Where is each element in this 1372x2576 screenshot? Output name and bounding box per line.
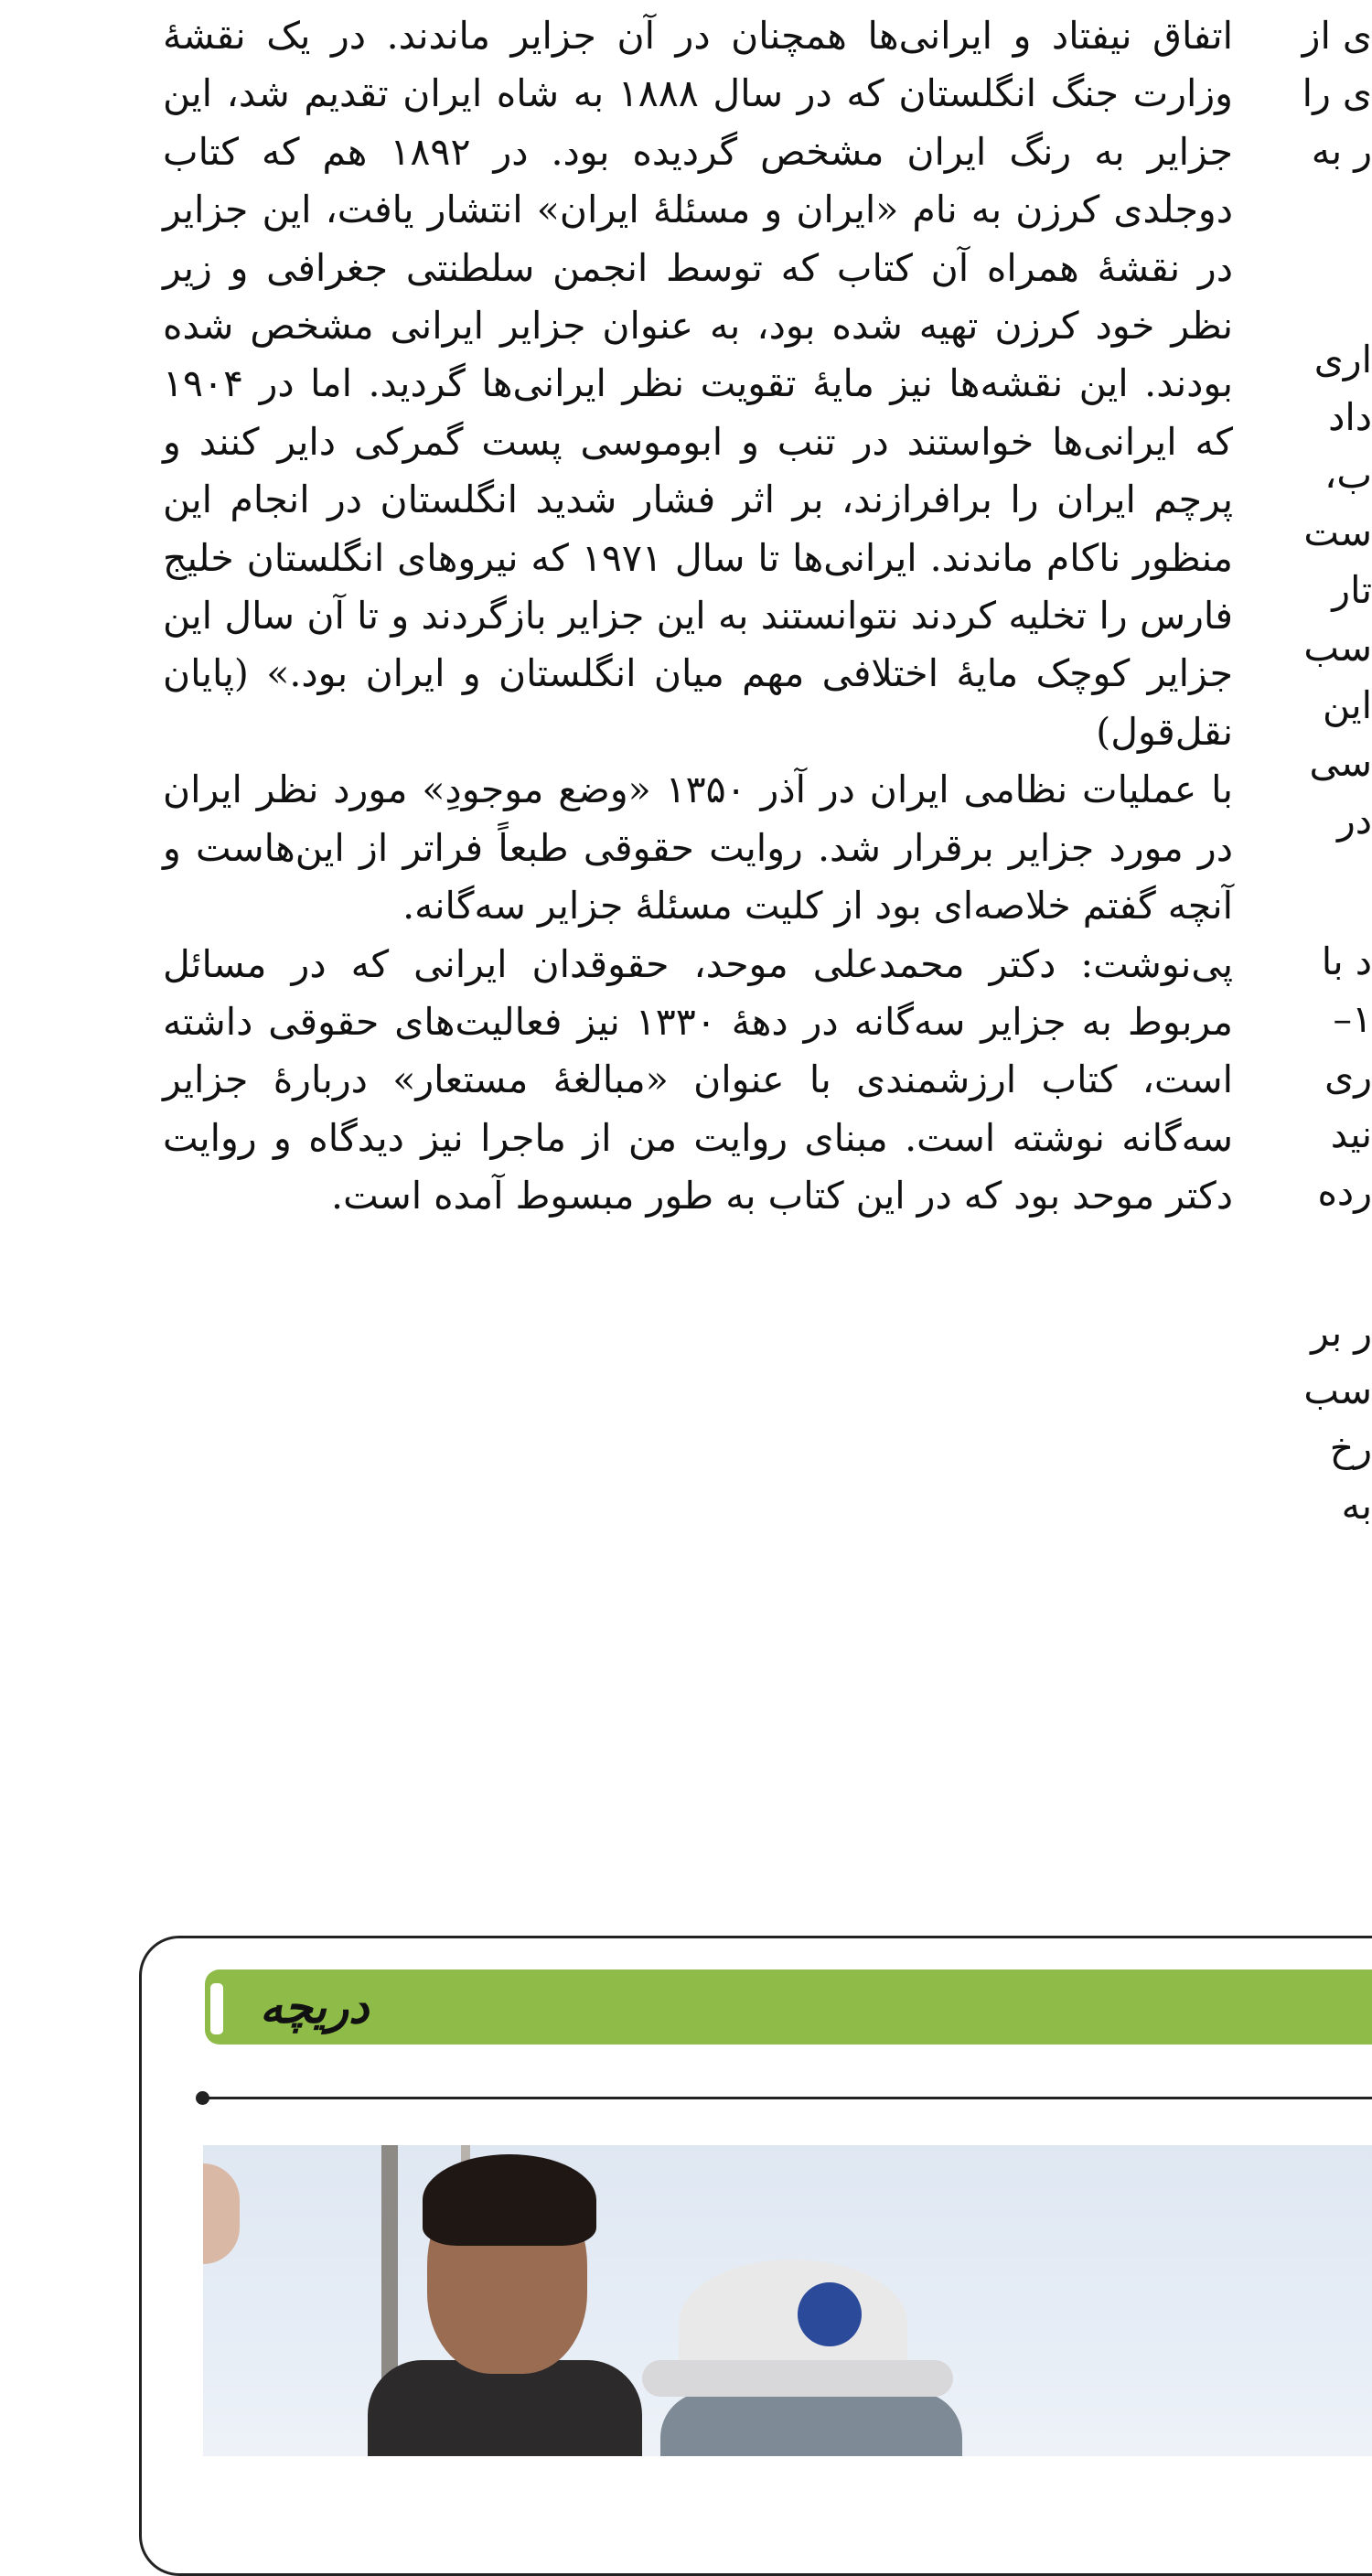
- fragment: سب: [1303, 626, 1372, 670]
- paragraph-1: اتفاق نیفتاد و ایرانی‌ها همچنان در آن جزایر ماندند. در یک نقشهٔ وزارت جنگ انگلستان که در سال ۱۸۸۸ به شاه ایران تقدیم شد، این جزایر به رنگ ایران مشخص گردیده بود. در ۱۸۹۲ هم که کتاب دوجلدی کرزن به نام «ایران و مسئلهٔ ایران» انتشار یافت، این جزایر در نقشهٔ همراه آن کتاب که توسط انجمن سلطنتی جغرافی و زیر نظر خود کرزن تهیه شده بود، به عنوان جزایر ایرانی مشخص شده بودند. این نقشه‌ها نیز مایهٔ تقویت نظر ایرانی‌ها گردید. اما در ۱۹۰۴ که ایرانی‌ها خواستند در تنب و ابوموسی پست گمرکی دایر کنند و پرچم ایران را برافرازند، بر اثر فشار شدید انگلستان در انجام این منظور ناکام ماندند. ایرانی‌ها تا سال ۱۹۷۱ که نیروهای انگلستان خلیج فارس را تخلیه کردند نتوانستند به این جزایر بازگردند و تا آن سال این جزایر کوچک مایهٔ اختلافی مهم میان انگلستان و ایران بود.» (پایان نقل‌قول): [163, 14, 1233, 754]
- paragraph-3: پی‌نوشت: دکتر محمدعلی موحد، حقوقدان ایرانی که در مسائل مربوط به جزایر سه‌گانه در دههٔ ۱۳۳۰ نیز فعالیت‌های حقوقی داشته است، کتاب ارزشمندی با عنوان «مبالغهٔ مستعار» دربارهٔ جزایر سه‌گانه نوشته است. مبنای روایت من از ماجرا نیز دیدگاه و روایت دکتر موحد بود که در این کتاب به طور مبسوط آمده است.: [163, 941, 1233, 1218]
- fragment: د با: [1321, 939, 1372, 983]
- fragment: ی را: [1302, 71, 1372, 115]
- fragment: سی: [1309, 741, 1372, 785]
- photo-flag-shape: [203, 2163, 240, 2264]
- fragment: رخ: [1329, 1426, 1372, 1470]
- fragment: سب: [1303, 1368, 1372, 1412]
- sidebar-photo: [203, 2145, 1372, 2456]
- fragment: در: [1336, 799, 1372, 843]
- photo-person-body: [368, 2360, 642, 2456]
- fragment: ری: [1324, 1055, 1372, 1099]
- fragment: به: [1341, 1484, 1372, 1528]
- paragraph-2: با عملیات نظامی ایران در آذر ۱۳۵۰ «وضع موجودِ» مورد نظر ایران در مورد جزایر برقرار شد. روایت حقوقی طبعاً فراتر از این‌هاست و آنچه گفتم خلاصه‌ای بود از کلیت مسئلهٔ جزایر سه‌گانه.: [163, 767, 1234, 928]
- photo-cap-emblem: [798, 2282, 862, 2346]
- fragment: ر به: [1311, 129, 1372, 173]
- main-article-column: [163, 7, 1233, 1226]
- fragment: ر بر: [1311, 1311, 1372, 1355]
- fragment: رده: [1317, 1170, 1372, 1214]
- sidebar-box-title-band: [205, 1970, 1372, 2045]
- fragment: داد: [1328, 395, 1372, 439]
- fragment: ب،: [1324, 453, 1372, 497]
- fragment: ست: [1303, 510, 1372, 554]
- sidebar-box-title: دریچه: [260, 1980, 370, 2034]
- photo-person2-body: [660, 2392, 962, 2456]
- fragment: نید: [1330, 1112, 1372, 1156]
- title-band-tab: [210, 1983, 223, 2034]
- fragment: ی از: [1302, 14, 1372, 58]
- fragment: اری: [1313, 338, 1372, 381]
- photo-person-hair: [423, 2154, 596, 2246]
- photo-cap-brim: [642, 2360, 953, 2397]
- fragment: این: [1322, 683, 1372, 727]
- fragment: تار: [1332, 568, 1372, 612]
- fragment: ۱–: [1333, 997, 1372, 1041]
- divider-line: [203, 2097, 1372, 2099]
- divider-dot: [196, 2091, 209, 2105]
